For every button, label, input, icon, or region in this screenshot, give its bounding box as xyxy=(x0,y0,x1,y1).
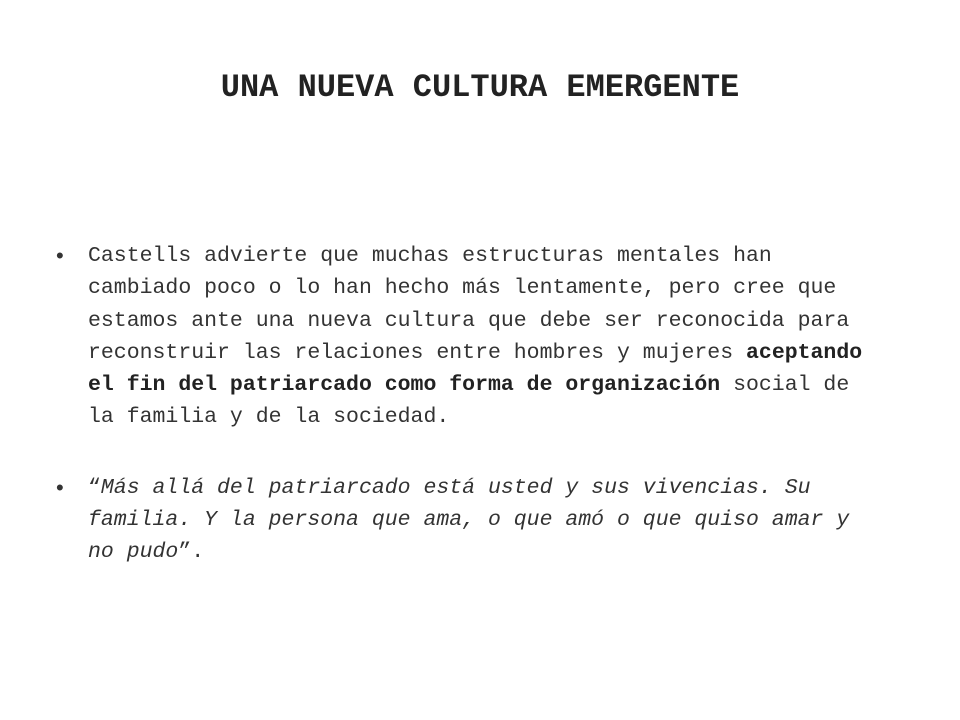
bullet-list xyxy=(56,240,886,607)
bullet-text-start: Castells advierte que muchas estructuras mentales han cambiado poco o lo han hecho más lentamente, pero cree que estamos ante una nueva cultura que debe ser reconocida para reconstruir las relaciones entre hombres y mujeres xyxy=(88,244,850,365)
bullet-text-end: social de la familia y de la sociedad. xyxy=(88,373,850,430)
quote-close: ”. xyxy=(178,540,205,565)
quote-open: “ xyxy=(88,475,101,500)
bullet-item-castells xyxy=(56,240,886,434)
quote-text: Más allá del patriarcado está usted y sus vivencias. Su familia. Y la persona que ama, o que amó o que quiso amar y no pudo xyxy=(88,475,850,565)
bullet-text-bold: aceptando el fin del patriarcado como forma de organización xyxy=(88,340,863,398)
bullet-icon: • xyxy=(56,243,64,268)
slide-title: UNA NUEVA CULTURA EMERGENTE xyxy=(220,69,740,106)
bullet-item-quote xyxy=(56,472,886,569)
bullet-icon: • xyxy=(56,474,64,500)
